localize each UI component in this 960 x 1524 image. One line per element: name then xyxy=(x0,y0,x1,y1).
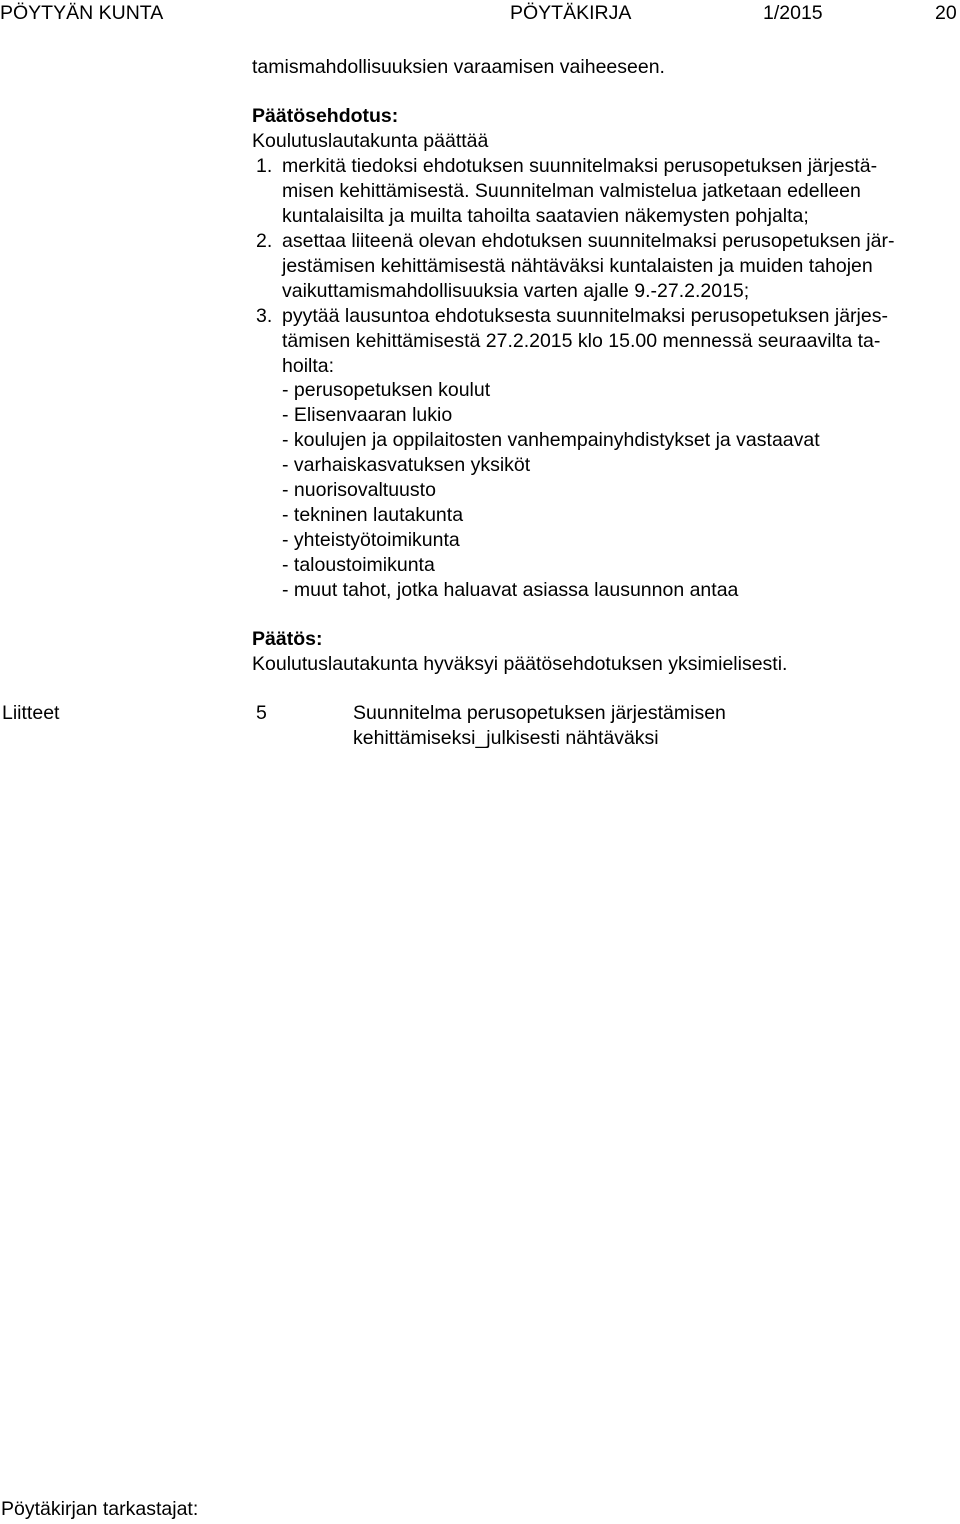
proposal-heading: Päätösehdotus: xyxy=(252,105,399,127)
header-org: PÖYTYÄN KUNTA xyxy=(0,2,164,24)
sublist-item: - Elisenvaaran lukio xyxy=(282,404,453,426)
sublist-item: - varhaiskasvatuksen yksiköt xyxy=(282,454,531,476)
decision-heading: Päätös: xyxy=(252,628,323,650)
list-item-number: 1. xyxy=(256,155,273,177)
header-number: 1/2015 xyxy=(763,2,823,24)
list-item-line: kuntalaisilta ja muilta tahoilta saatavien näkemysten pohjalta; xyxy=(282,205,809,227)
list-item-number: 2. xyxy=(256,230,273,252)
attachment-number: 5 xyxy=(256,702,267,724)
header-doc-type: PÖYTÄKIRJA xyxy=(510,2,632,24)
sublist-item: - taloustoimikunta xyxy=(282,554,435,576)
attachment-title-line: kehittämiseksi_julkisesti nähtäväksi xyxy=(353,727,659,749)
list-item-line: vaikuttamismahdollisuuksia varten ajalle 9.-27.2.2015; xyxy=(282,280,750,302)
reviewers-label: Pöytäkirjan tarkastajat: xyxy=(1,1498,199,1520)
list-item-line: merkitä tiedoksi ehdotuksen suunnitelmaksi perusopetuksen järjestä- xyxy=(282,155,878,177)
list-item-line: tämisen kehittämisestä 27.2.2015 klo 15.00 mennessä seuraavilta ta- xyxy=(282,330,881,352)
sublist-item: - perusopetuksen koulut xyxy=(282,379,491,401)
sublist-item: - muut tahot, jotka haluavat asiassa lausunnon antaa xyxy=(282,579,739,601)
intro-line: tamismahdollisuuksien varaamisen vaiheeseen. xyxy=(252,56,665,78)
list-item-line: asettaa liiteenä olevan ehdotuksen suunnitelmaksi perusopetuksen jär- xyxy=(282,230,895,252)
list-item-number: 3. xyxy=(256,305,273,327)
attachments-label: Liitteet xyxy=(2,702,60,724)
sublist-item: - tekninen lautakunta xyxy=(282,504,464,526)
decision-text: Koulutuslautakunta hyväksyi päätösehdotuksen yksimielisesti. xyxy=(252,653,788,675)
list-item-line: misen kehittämisestä. Suunnitelman valmistelua jatketaan edelleen xyxy=(282,180,861,202)
list-item-line: pyytää lausuntoa ehdotuksesta suunnitelmaksi perusopetuksen järjes- xyxy=(282,305,888,327)
proposal-lead: Koulutuslautakunta päättää xyxy=(252,130,489,152)
sublist-item: - koulujen ja oppilaitosten vanhempainyhdistykset ja vastaavat xyxy=(282,429,820,451)
list-item-line: hoilta: xyxy=(282,355,335,377)
list-item-line: jestämisen kehittämisestä nähtäväksi kuntalaisten ja muiden tahojen xyxy=(282,255,873,277)
sublist-item: - nuorisovaltuusto xyxy=(282,479,436,501)
sublist-item: - yhteistyötoimikunta xyxy=(282,529,460,551)
header-page-number: 20 xyxy=(935,2,957,24)
attachment-title-line: Suunnitelma perusopetuksen järjestämisen xyxy=(353,702,726,724)
